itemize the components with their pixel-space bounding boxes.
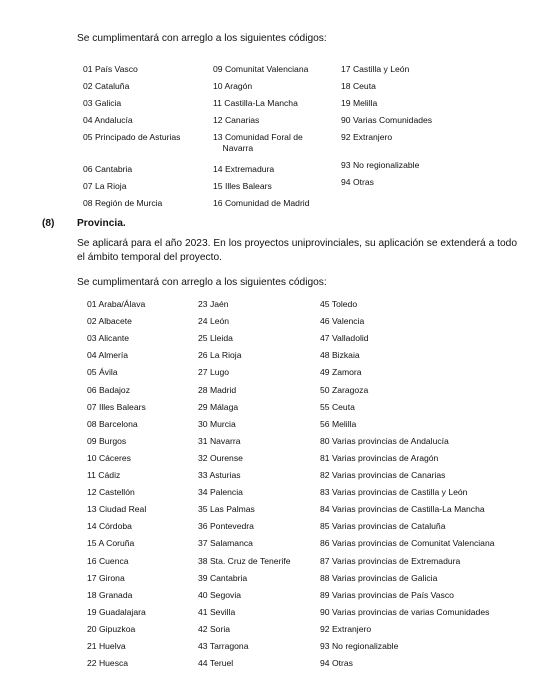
code-item: 04 Almería [87, 350, 129, 360]
code-item: 19 Melilla [341, 98, 378, 108]
code-item: 26 La Rioja [198, 350, 242, 360]
code-item: 46 Valencia [320, 316, 365, 326]
code-item: 44 Teruel [198, 658, 234, 668]
code-item: 94 Otras [320, 658, 353, 668]
code-item: 22 Huesca [87, 658, 129, 668]
code-item: 41 Sevilla [198, 607, 236, 617]
code-item: 89 Varias provincias de País Vasco [320, 590, 454, 600]
code-item: 11 Castilla-La Mancha [213, 98, 298, 108]
code-item: 17 Girona [87, 573, 125, 583]
code-item: 24 León [198, 316, 230, 326]
code-item: 18 Granada [87, 590, 133, 600]
code-item: 02 Albacete [87, 316, 132, 326]
code-item: 47 Valladolid [320, 333, 369, 343]
code-item: 12 Castellón [87, 487, 135, 497]
code-item: 36 Pontevedra [198, 521, 254, 531]
code-item: 09 Burgos [87, 436, 127, 446]
code-item: 04 Andalucía [83, 115, 133, 125]
code-item: 02 Cataluña [83, 81, 130, 91]
code-item: 28 Madrid [198, 385, 237, 395]
code-item: 85 Varias provincias de Cataluña [320, 521, 446, 531]
code-item: 38 Sta. Cruz de Tenerife [198, 556, 291, 566]
code-item: 03 Alicante [87, 333, 130, 343]
code-item: 37 Salamanca [198, 538, 253, 548]
code-item: 19 Guadalajara [87, 607, 146, 617]
code-item: 40 Segovia [198, 590, 242, 600]
code-item: 31 Navarra [198, 436, 241, 446]
code-item: 06 Cantabria [83, 164, 133, 174]
code-item: 39 Cantabria [198, 573, 248, 583]
code-item: 90 Varias provincias de varias Comunidades [320, 607, 490, 617]
code-item: 01 País Vasco [83, 64, 138, 74]
code-item: 90 Varias Comunidades [341, 115, 433, 125]
code-item: 25 Lleida [198, 333, 233, 343]
code-item: 16 Cuenca [87, 556, 129, 566]
code-item: 18 Ceuta [341, 81, 376, 91]
code-item: 11 Cádiz [87, 470, 121, 480]
code-item: 10 Aragón [213, 81, 253, 91]
code-item: 55 Ceuta [320, 402, 355, 412]
code-item: 16 Comunidad de Madrid [213, 198, 310, 208]
code-item: 05 Principado de Asturias [83, 132, 181, 142]
code-item: 07 La Rioja [83, 181, 127, 191]
code-item: 45 Toledo [320, 299, 358, 309]
code-item: 35 Las Palmas [198, 504, 255, 514]
code-item: 43 Tarragona [198, 641, 249, 651]
code-item: 06 Badajoz [87, 385, 131, 395]
code-item: 49 Zamora [320, 367, 362, 377]
code-item: 92 Extranjero [341, 132, 393, 142]
code-item: 87 Varias provincias de Extremadura [320, 556, 461, 566]
code-item: 56 Melilla [320, 419, 357, 429]
code-item: 48 Bizkaia [320, 350, 360, 360]
code-item: 20 Gipuzkoa [87, 624, 136, 634]
code-item: 88 Varias provincias de Galicia [320, 573, 438, 583]
code-item: 15 A Coruña [87, 538, 135, 548]
section-number: (8) [42, 218, 55, 229]
code-item: 10 Cáceres [87, 453, 131, 463]
code-item: 34 Palencia [198, 487, 243, 497]
provincia-paragraph: Se aplicará para el año 2023. En los proyectos uniprovinciales, su aplicación se extenderá a todo el ámbito temporal del proyecto. [77, 238, 517, 263]
code-item: 13 Comunidad Foral de Navarra [213, 132, 303, 153]
code-item: 03 Galicia [83, 98, 122, 108]
code-item: 29 Málaga [198, 402, 239, 412]
code-item: 30 Murcia [198, 419, 236, 429]
code-item: 32 Ourense [198, 453, 243, 463]
code-item: 82 Varias provincias de Canarias [320, 470, 446, 480]
code-item: 50 Zaragoza [320, 385, 369, 395]
code-item: 05 Ávila [87, 367, 118, 377]
code-item: 21 Huelva [87, 641, 126, 651]
code-item: 07 Illes Balears [87, 402, 146, 412]
code-item: 15 Illes Balears [213, 181, 272, 191]
code-item: 17 Castilla y León [341, 64, 410, 74]
code-item: 81 Varias provincias de Aragón [320, 453, 439, 463]
code-item: 83 Varias provincias de Castilla y León [320, 487, 468, 497]
ccaa-intro: Se cumplimentará con arreglo a los siguientes códigos: [77, 33, 327, 44]
section-title: Provincia. [77, 218, 126, 229]
code-item: 94 Otras [341, 177, 374, 187]
code-item: 14 Extremadura [213, 164, 275, 174]
code-item: 93 No regionalizable [320, 641, 399, 651]
code-item: 09 Comunitat Valenciana [213, 64, 309, 74]
code-item: 13 Ciudad Real [87, 504, 147, 514]
code-item: 33 Asturias [198, 470, 241, 480]
code-item: 27 Lugo [198, 367, 230, 377]
code-item: 12 Canarias [213, 115, 260, 125]
provincia-intro: Se cumplimentará con arreglo a los siguientes códigos: [77, 277, 327, 288]
code-item: 93 No regionalizable [341, 160, 420, 170]
code-item: 14 Córdoba [87, 521, 132, 531]
code-item: 01 Araba/Álava [87, 299, 146, 309]
code-item: 80 Varias provincias de Andalucía [320, 436, 449, 446]
code-item: 42 Soria [198, 624, 231, 634]
code-item: 86 Varias provincias de Comunitat Valenciana [320, 538, 495, 548]
code-item: 08 Región de Murcia [83, 198, 163, 208]
code-item: 08 Barcelona [87, 419, 138, 429]
code-item: 92 Extranjero [320, 624, 372, 634]
code-item: 23 Jaén [198, 299, 229, 309]
code-item: 84 Varias provincias de Castilla-La Mancha [320, 504, 485, 514]
